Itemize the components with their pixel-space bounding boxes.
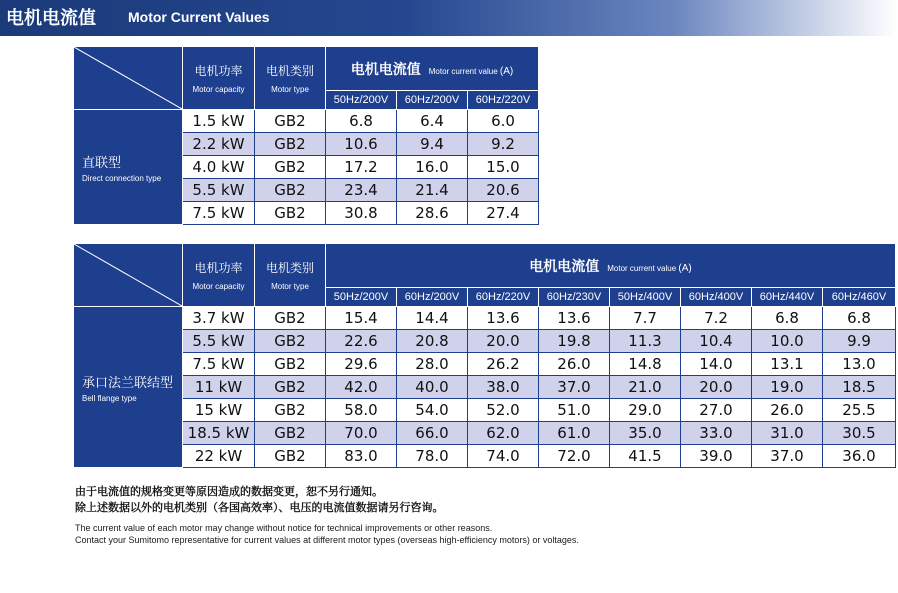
current-value-cell: 26.0: [752, 399, 823, 422]
current-value-cell: 16.0: [397, 156, 468, 179]
current-value-cell: 38.0: [468, 376, 539, 399]
capacity-cell: 4.0 kW: [183, 156, 255, 179]
note-en-2: Contact your Sumitomo representative for current values at different motor types (overseas high-efficiency motors) or voltages.: [75, 535, 579, 545]
current-value-cell: 14.8: [610, 353, 681, 376]
type-cell: GB2: [255, 133, 326, 156]
table-row: [74, 110, 539, 133]
table2-corner-cell: [74, 244, 183, 307]
current-value-cell: 30.5: [823, 422, 896, 445]
voltage-header: 50Hz/200V: [326, 288, 397, 307]
current-value-cell: 26.0: [539, 353, 610, 376]
current-value-cell: 7.2: [681, 307, 752, 330]
current-value-cell: 18.5: [823, 376, 896, 399]
table-row: [74, 422, 896, 445]
current-value-cell: 51.0: [539, 399, 610, 422]
current-value-cell: 9.2: [468, 133, 539, 156]
row-group-label: 承口法兰联结型 Bell flange type: [74, 307, 183, 468]
current-value-cell: 30.8: [326, 202, 397, 225]
current-value-cell: 72.0: [539, 445, 610, 468]
current-value-cell: 13.1: [752, 353, 823, 376]
current-value-cell: 6.8: [326, 110, 397, 133]
type-cell: GB2: [255, 399, 326, 422]
type-cell: GB2: [255, 110, 326, 133]
current-value-cell: 61.0: [539, 422, 610, 445]
current-value-cell: 83.0: [326, 445, 397, 468]
table2-current-header: 电机电流值 Motor current value (A): [326, 244, 896, 288]
current-value-cell: 31.0: [752, 422, 823, 445]
current-value-cell: 10.6: [326, 133, 397, 156]
current-value-cell: 27.4: [468, 202, 539, 225]
voltage-header: 60Hz/200V: [397, 288, 468, 307]
current-value-cell: 62.0: [468, 422, 539, 445]
current-value-cell: 9.9: [823, 330, 896, 353]
capacity-cell: 5.5 kW: [183, 179, 255, 202]
current-value-cell: 7.7: [610, 307, 681, 330]
voltage-header: 60Hz/440V: [752, 288, 823, 307]
current-value-cell: 9.4: [397, 133, 468, 156]
notes: [75, 484, 579, 546]
table-row: [74, 353, 896, 376]
current-value-cell: 14.4: [397, 307, 468, 330]
table-row: [74, 376, 896, 399]
current-value-cell: 78.0: [397, 445, 468, 468]
type-cell: GB2: [255, 179, 326, 202]
current-value-cell: 10.0: [752, 330, 823, 353]
current-value-cell: 13.0: [823, 353, 896, 376]
page-header: [0, 0, 898, 36]
capacity-cell: 11 kW: [183, 376, 255, 399]
current-value-cell: 6.4: [397, 110, 468, 133]
current-value-cell: 6.8: [752, 307, 823, 330]
capacity-cell: 22 kW: [183, 445, 255, 468]
row-group-label: 直联型 Direct connection type: [74, 110, 183, 225]
current-value-cell: 42.0: [326, 376, 397, 399]
current-value-cell: 15.4: [326, 307, 397, 330]
note-en-1: The current value of each motor may change without notice for technical improvements or other reasons.: [75, 523, 493, 533]
current-value-cell: 41.5: [610, 445, 681, 468]
current-value-cell: 15.0: [468, 156, 539, 179]
voltage-header: 60Hz/400V: [681, 288, 752, 307]
type-cell: GB2: [255, 330, 326, 353]
table2-type-header: 电机类别 Motor type: [255, 244, 326, 307]
page-title-en: Motor Current Values: [128, 9, 270, 25]
page-title-zh: 电机电流值: [6, 8, 96, 29]
current-value-cell: 58.0: [326, 399, 397, 422]
capacity-cell: 3.7 kW: [183, 307, 255, 330]
current-value-cell: 37.0: [539, 376, 610, 399]
current-value-cell: 37.0: [752, 445, 823, 468]
current-value-cell: 13.6: [468, 307, 539, 330]
current-value-cell: 20.6: [468, 179, 539, 202]
type-cell: GB2: [255, 353, 326, 376]
current-value-cell: 35.0: [610, 422, 681, 445]
current-value-cell: 13.6: [539, 307, 610, 330]
current-value-cell: 27.0: [681, 399, 752, 422]
current-value-cell: 10.4: [681, 330, 752, 353]
voltage-header: 60Hz/220V: [468, 288, 539, 307]
table1-type-header: 电机类别 Motor type: [255, 47, 326, 110]
capacity-cell: 7.5 kW: [183, 353, 255, 376]
current-value-cell: 28.0: [397, 353, 468, 376]
current-value-cell: 26.2: [468, 353, 539, 376]
voltage-header: 60Hz/220V: [468, 91, 539, 110]
type-cell: GB2: [255, 156, 326, 179]
type-cell: GB2: [255, 422, 326, 445]
note-zh-2: 除上述数据以外的电机类别（各国高效率）、电压的电流值数据请另行咨询。: [75, 501, 444, 514]
current-value-cell: 25.5: [823, 399, 896, 422]
current-value-cell: 22.6: [326, 330, 397, 353]
current-value-cell: 36.0: [823, 445, 896, 468]
table2-capacity-header: 电机功率 Motor capacity: [183, 244, 255, 307]
table-row: [74, 399, 896, 422]
capacity-cell: 2.2 kW: [183, 133, 255, 156]
current-value-cell: 70.0: [326, 422, 397, 445]
current-value-cell: 6.8: [823, 307, 896, 330]
current-value-cell: 66.0: [397, 422, 468, 445]
current-value-cell: 21.0: [610, 376, 681, 399]
current-value-cell: 23.4: [326, 179, 397, 202]
voltage-header: 60Hz/200V: [397, 91, 468, 110]
current-value-cell: 17.2: [326, 156, 397, 179]
voltage-header: 60Hz/230V: [539, 288, 610, 307]
current-value-cell: 28.6: [397, 202, 468, 225]
table1-capacity-header: 电机功率 Motor capacity: [183, 47, 255, 110]
capacity-cell: 15 kW: [183, 399, 255, 422]
direct-connection-table: [73, 46, 539, 225]
voltage-header: 50Hz/200V: [326, 91, 397, 110]
current-value-cell: 39.0: [681, 445, 752, 468]
type-cell: GB2: [255, 445, 326, 468]
current-value-cell: 54.0: [397, 399, 468, 422]
table1-current-header: 电机电流值 Motor current value (A): [326, 47, 539, 91]
table-row: [74, 307, 896, 330]
capacity-cell: 7.5 kW: [183, 202, 255, 225]
current-value-cell: 74.0: [468, 445, 539, 468]
capacity-cell: 1.5 kW: [183, 110, 255, 133]
current-value-cell: 20.0: [468, 330, 539, 353]
current-value-cell: 20.0: [681, 376, 752, 399]
current-value-cell: 29.6: [326, 353, 397, 376]
current-value-cell: 14.0: [681, 353, 752, 376]
voltage-header: 50Hz/400V: [610, 288, 681, 307]
capacity-cell: 5.5 kW: [183, 330, 255, 353]
type-cell: GB2: [255, 376, 326, 399]
current-value-cell: 40.0: [397, 376, 468, 399]
bell-flange-table: [73, 243, 896, 468]
current-value-cell: 20.8: [397, 330, 468, 353]
voltage-header: 60Hz/460V: [823, 288, 896, 307]
current-value-cell: 52.0: [468, 399, 539, 422]
current-value-cell: 19.8: [539, 330, 610, 353]
note-zh-1: 由于电流值的规格变更等原因造成的数据变更，恕不另行通知。: [75, 485, 383, 498]
table1-corner-cell: [74, 47, 183, 110]
table-row: [74, 445, 896, 468]
table-row: [74, 330, 896, 353]
current-value-cell: 11.3: [610, 330, 681, 353]
current-value-cell: 21.4: [397, 179, 468, 202]
capacity-cell: 18.5 kW: [183, 422, 255, 445]
type-cell: GB2: [255, 307, 326, 330]
type-cell: GB2: [255, 202, 326, 225]
current-value-cell: 19.0: [752, 376, 823, 399]
current-value-cell: 33.0: [681, 422, 752, 445]
current-value-cell: 29.0: [610, 399, 681, 422]
current-value-cell: 6.0: [468, 110, 539, 133]
